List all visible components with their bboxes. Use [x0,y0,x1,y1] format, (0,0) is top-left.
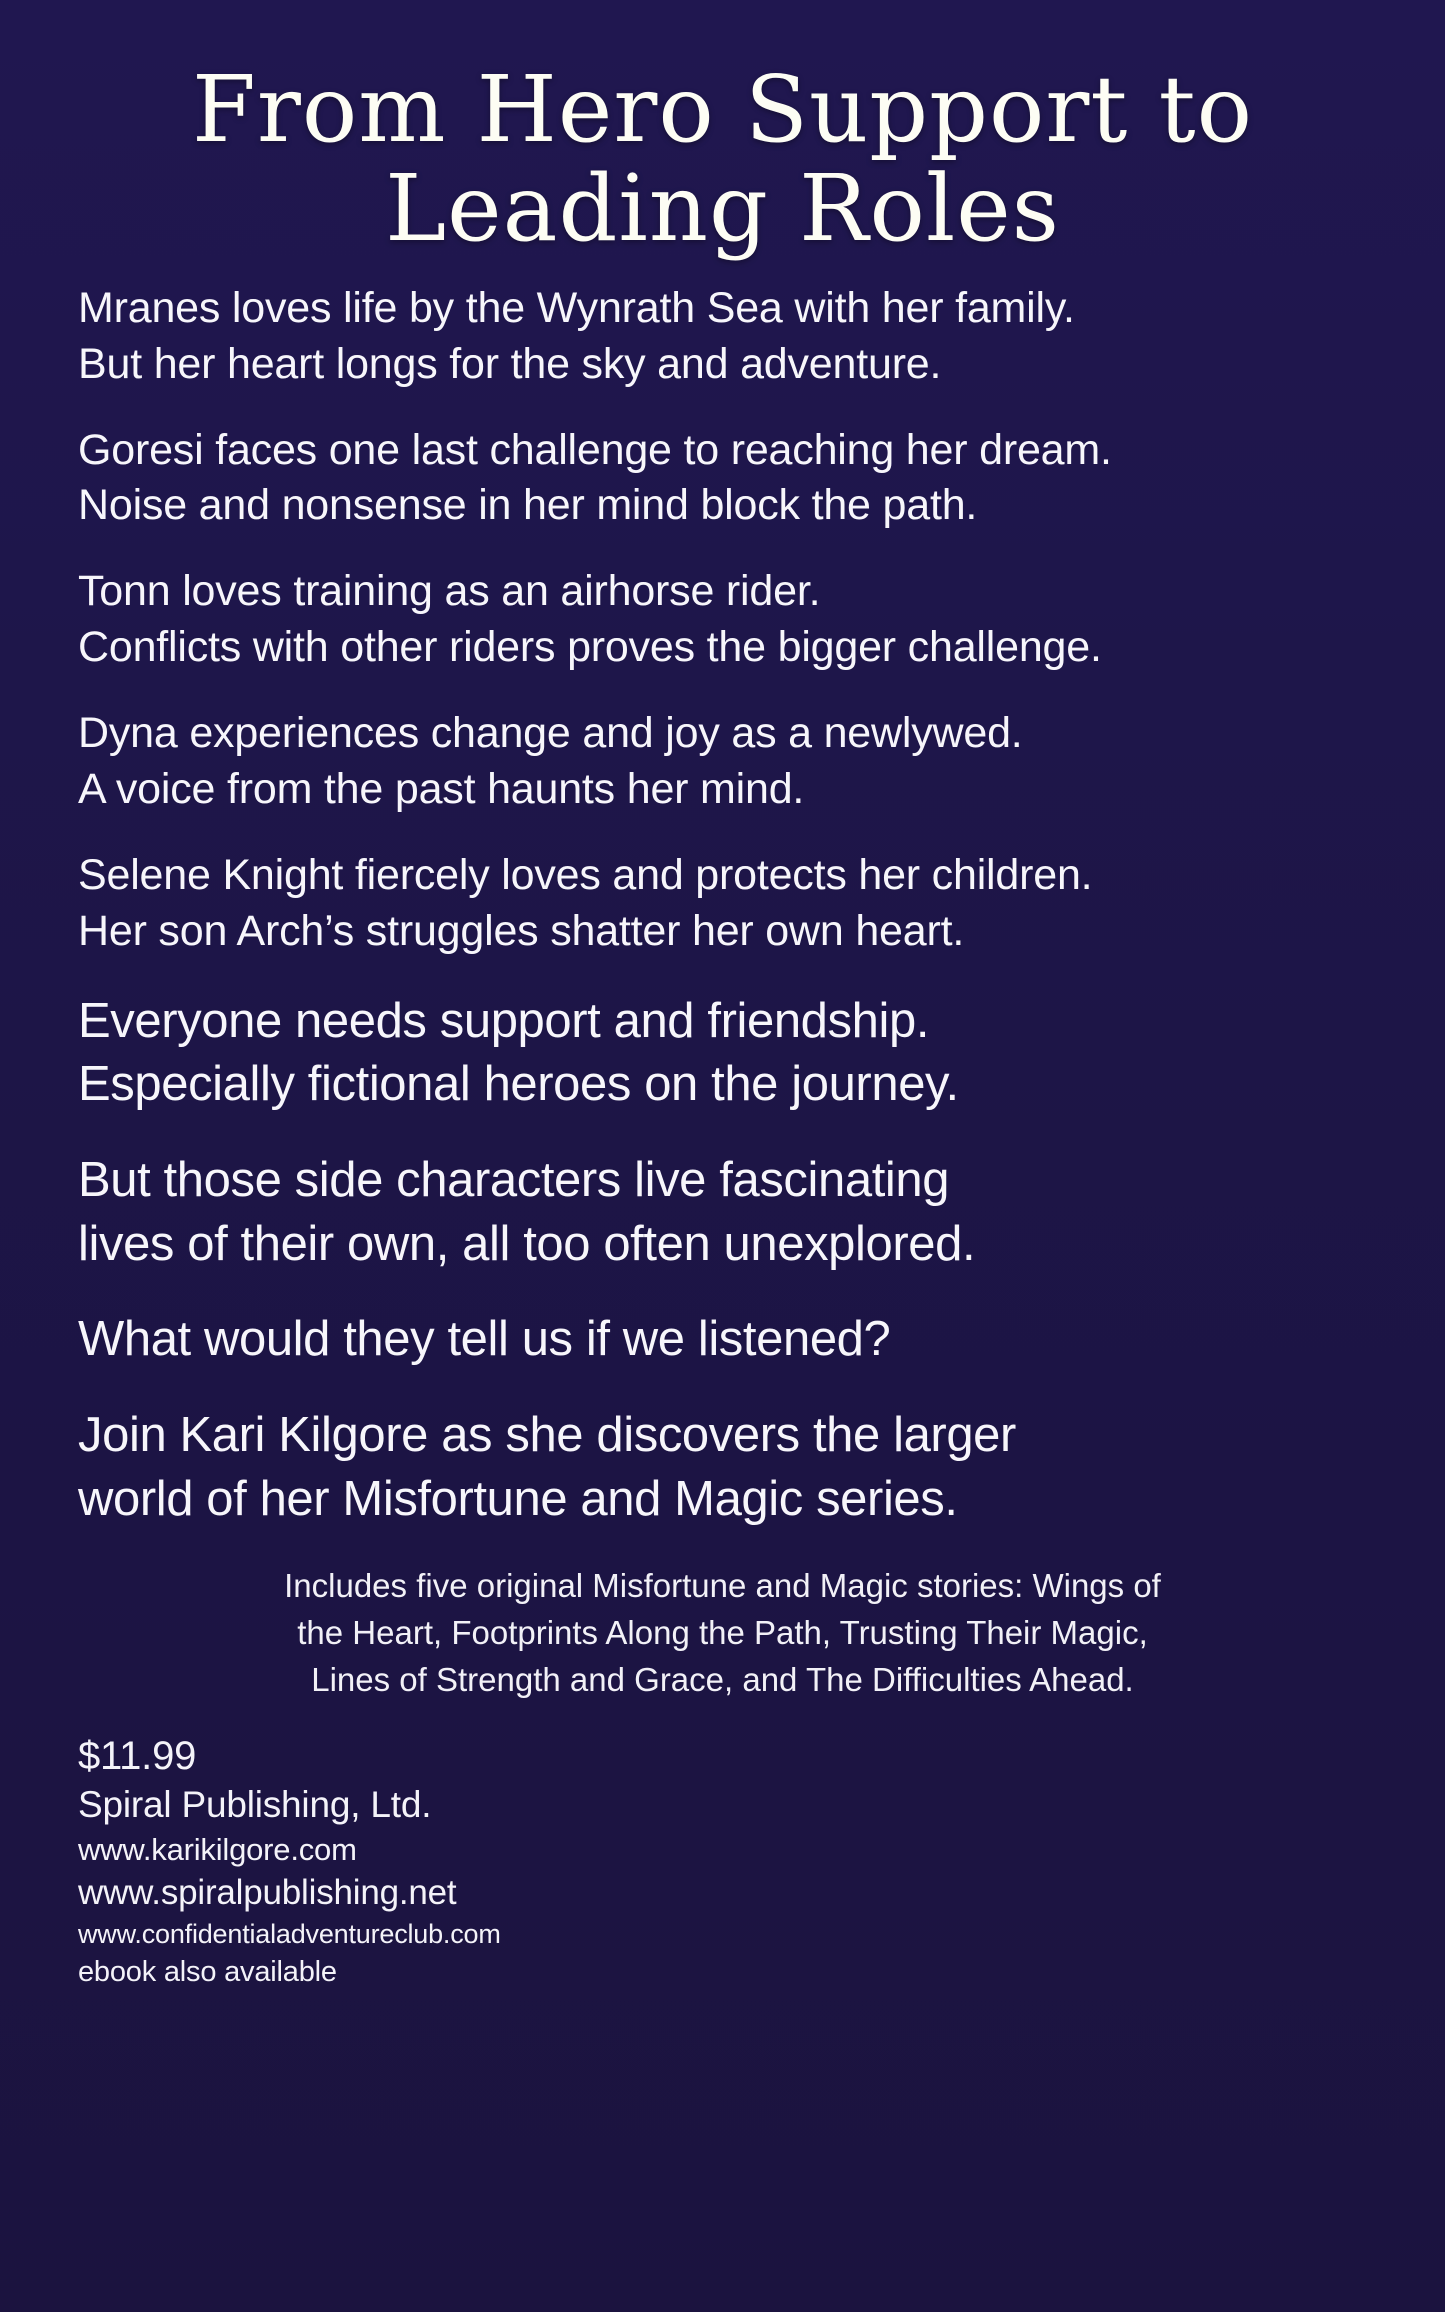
blurb-line: What would they tell us if we listened? [78,1312,891,1367]
blurb-line: world of her Misfortune and Magic series. [78,1471,958,1526]
blurb-line: A voice from the past haunts her mind. [78,764,805,813]
blurb-line: Her son Arch’s struggles shatter her own heart. [78,906,965,955]
blurb-line: But her heart longs for the sky and adventure. [78,339,942,388]
page-title [78,56,1367,263]
title-line-1: From Hero Support to [192,56,1253,163]
blurb-line: Selene Knight fiercely loves and protects her children. [78,850,1093,899]
ebook-availability-note: ebook also available [78,1956,337,1989]
publisher-website-link[interactable]: www.spiralpublishing.net [78,1873,457,1913]
included-stories-note [114,1563,1331,1704]
footer-info [78,1732,1367,1992]
blurb-paragraph [78,848,1367,960]
blurb-line: Everyone needs support and friendship. [78,993,930,1048]
blurb-line: But those side characters live fascinating [78,1153,950,1207]
publisher-label: Spiral Publishing, Ltd. [78,1783,432,1825]
blurb-paragraph [78,281,1367,393]
blurb-paragraph-emphasis [78,1308,1367,1372]
blurb-line: Goresi faces one last challenge to reaching her dream. [78,425,1112,474]
blurb-line: Especially fictional heroes on the journey. [78,1057,959,1112]
blurb-line: Tonn loves training as an airhorse rider. [78,567,821,616]
club-website-link[interactable]: www.confidentialadventureclub.com [78,1918,501,1949]
blurb-paragraph-emphasis [78,1404,1367,1531]
blurb-line: Join Kari Kilgore as she discovers the larger [78,1408,1016,1463]
included-stories-line: the Heart, Footprints Along the Path, Trusting Their Magic, [297,1614,1148,1652]
blurb-paragraph-emphasis [78,1149,1367,1276]
blurb-paragraph [78,423,1367,535]
title-line-2: Leading Roles [385,155,1060,263]
included-stories-line: Lines of Strength and Grace, and The Difficulties Ahead. [311,1661,1134,1699]
blurb-paragraph-emphasis [78,990,1367,1117]
blurb-line: Mranes loves life by the Wynrath Sea with her family. [78,283,1075,332]
blurb-line: Dyna experiences change and joy as a newlywed. [78,709,1023,758]
blurb-section [78,281,1367,1532]
blurb-line: Conflicts with other riders proves the bigger challenge. [78,623,1102,672]
blurb-paragraph [78,706,1367,818]
blurb-line: lives of their own, all too often unexplored. [78,1216,976,1271]
blurb-paragraph [78,564,1367,676]
blurb-line: Noise and nonsense in her mind block the path. [78,481,978,530]
author-website-link[interactable]: www.karikilgore.com [78,1831,357,1867]
price-label: $11.99 [78,1734,197,1779]
included-stories-line: Includes five original Misfortune and Magic stories: Wings of [284,1567,1161,1605]
